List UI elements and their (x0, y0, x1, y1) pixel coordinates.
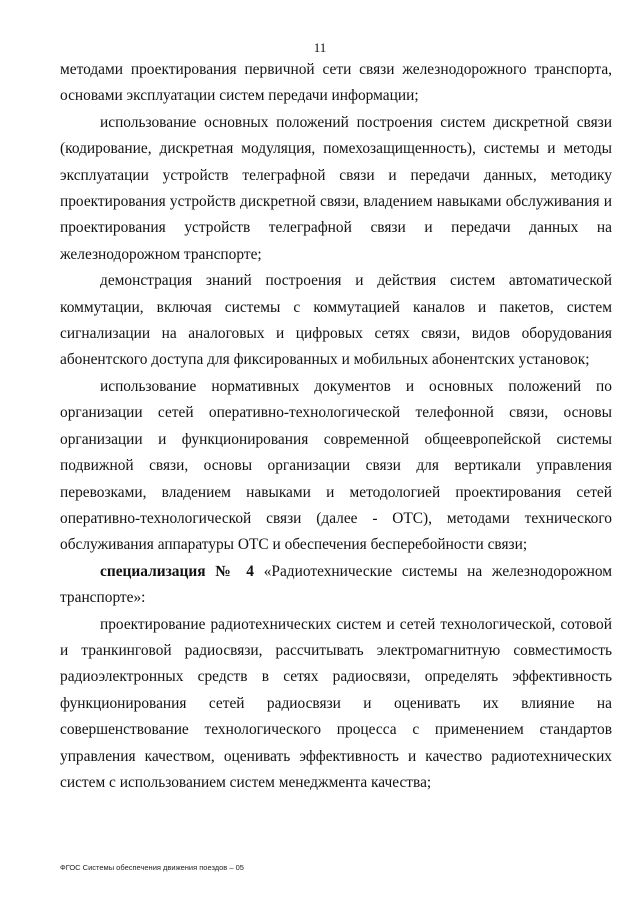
paragraph-operational-telephony: использование нормативных документов и основных положений по организации сетей оперативно-технологической телефонной связи, основы организации и функционирования современной общеевропейской системы подвижной связи, основы организации связи для вертикали управления перевозками, владением навыками и методологией проектирования сетей оперативно-технологической связи (далее - ОТС), методами технического обслуживания аппаратуры ОТС и обеспечения бесперебойности связи; (60, 377, 612, 554)
specialization-title: «Радиотехнические системы на железнодорожном транспорте»: (60, 562, 612, 607)
specialization-label: специализация № 4 (100, 562, 254, 580)
page-number: 11 (313, 40, 327, 55)
paragraph-radio-systems: проектирование радиотехнических систем и сетей технологической, сотовой и транкинговой радиосвязи, рассчитывать электромагнитную совместимость радиоэлектронных средств в сетях радиосвязи, определять эффективность функционирования сетей радиосвязи и оценивать их влияние на совершенствование технологического процесса с применением стандартов управления качеством, оценивать эффективность и качество радиотехнических систем с использованием систем менеджмента качества; (60, 615, 612, 791)
paragraph-continuation: методами проектирования первичной сети связи железнодорожного транспорта, основами эксплуатации систем передачи информации; (60, 61, 612, 105)
paragraph-automatic-switching: демонстрация знаний построения и действия систем автоматической коммутации, включая системы с коммутацией каналов и пакетов, систем сигнализации на аналоговых и цифровых сетях связи, видов оборудования абонентского доступа для фиксированных и мобильных абонентских установок; (60, 272, 612, 369)
paragraph-discrete-communication: использование основных положений построения систем дискретной связи (кодирование, дискретная модуляция, помехозащищенность), системы и методы эксплуатации устройств телеграфной связи и передачи данных, методику проектирования устройств дискретной связи, владением навыками обслуживания и проектирования устройств телеграфной связи и передачи данных на железнодорожном транспорте; (60, 113, 612, 263)
page-footer: ФГОС Системы обеспечения движения поездов – 05 (60, 863, 244, 872)
document-body (60, 57, 612, 796)
specialization-heading (60, 559, 612, 612)
